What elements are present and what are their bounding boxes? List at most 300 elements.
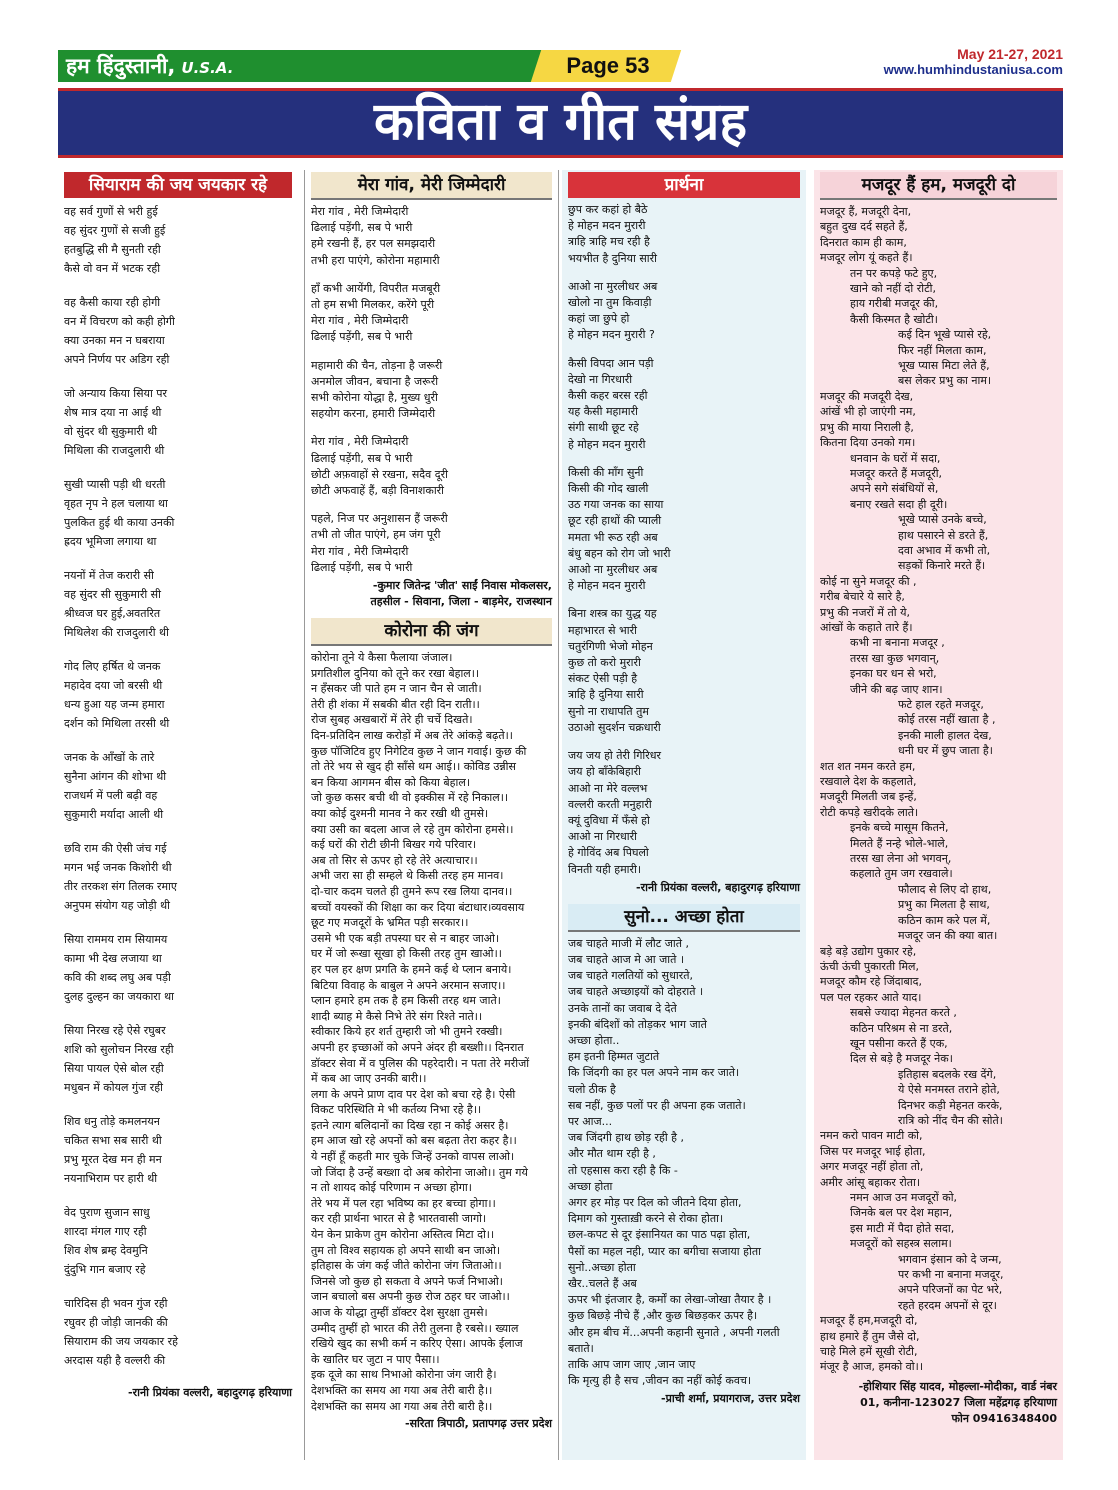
poem-line: चाहे मिले हमें सूखी रोटी, [820, 1345, 918, 1359]
poem-title: मजदूर हैं हम, मजदूरी दो [820, 172, 1057, 200]
poem-line: तन पर कपड़े फटे हुए, [850, 266, 938, 280]
poem-line: जनक के आँखों के तारे [64, 751, 155, 764]
poem-line: ऊंची ऊंची पुकारती मिल, [820, 959, 919, 973]
poem-line: आओ ना मुरलीधर अब [568, 563, 658, 577]
poem-line: दिल से बड़े है मजदूर नेक। [850, 1052, 953, 1066]
poem-line: विनती यही हमारी। [568, 862, 642, 876]
poem-line: चकित सभा सब सारी थी [64, 1134, 162, 1147]
poem-line: जिस पर मजदूर भाई होता, [820, 1144, 926, 1158]
poem-line: न हँसकर जी पाते हम न जान चैन से जाती। [311, 682, 482, 696]
poem-line: अपने सगे संबंधियों से, [850, 482, 939, 496]
poem-body [305, 204, 558, 576]
poem-line: नयनाभिराम पर हारी थी [64, 1172, 158, 1185]
poem-line: कैसी कहर बरस रही [568, 389, 648, 403]
poem-line: कामा भी देख लजाया था [64, 952, 162, 965]
poem-line: तभी हरा पाएंगे, कोरोना महामारी [311, 253, 440, 267]
poem-line: देखो ना गिरधारी [568, 372, 633, 386]
poem-line: सड़कों किनारे मरते हैं। [898, 559, 986, 573]
poem-line: बड़े बड़े उद्योग पुकार रहे, [820, 944, 917, 958]
poem-line: इनका घर धन से भरो, [850, 667, 937, 681]
stanza [311, 281, 552, 346]
poem-line: तभी तो जीत पाएंगे, हम जंग पूरी [311, 528, 441, 542]
poem-line: इतिहास के जंग कई जीते कोरोना जंग जिताओ।। [311, 1259, 502, 1273]
poem-line: इतने त्याग बलिदानों का दिख रहा न कोई असर है। [311, 1118, 509, 1132]
poem-line: धनवान के घरों में सदा, [850, 451, 941, 465]
poem-line: येन केन प्राकेण तुम कोरोना अस्तित्व मिटा दो।। [311, 1228, 495, 1242]
poem-line: हे मोहन मदन मुरारी [568, 219, 646, 233]
stanza [64, 930, 292, 1006]
poem-line: प्रभु की माया निराली है, [820, 420, 914, 434]
poem-line: तीर तरकश संग तिलक रमाए [64, 880, 177, 893]
poem-line: सुनो..अच्छा होता [568, 1260, 636, 1274]
poem-line: न तो शायद कोई परिणाम न अच्छा होगा। [311, 1181, 472, 1195]
poem-line: ये ऐसे मनमस्त तराने होते, [898, 1083, 1000, 1097]
poem-line: वृहत नृप ने हल चलाया था [64, 497, 168, 510]
poem-line: जो अन्याय किया सिया पर [64, 387, 168, 400]
poem-line: इक दूजे का साथ निभाओ कोरोना जंग जारी है। [311, 1368, 497, 1382]
poem-line: वो सुंदर थी सुकुमारी थी [64, 425, 158, 438]
section-banner: कविता व गीत संग्रह [58, 88, 1063, 158]
poem-line: वह सुंदर गुणों से सजी हुई [64, 224, 166, 237]
poem-title: सुनो... अच्छा होता [568, 904, 800, 932]
poem-line: में कब आ जाए उनकी बारी।। [311, 1072, 427, 1086]
poem-line: रहते हरदम अपनों से दूर। [898, 1298, 997, 1312]
poem-line: हम आज खो रहे अपनों को बस बढ़ता तेरा कहर है।। [311, 1134, 517, 1148]
website-link[interactable]: www.humhindustaniusa.com [883, 62, 1063, 77]
poem-line: धनी घर में छुप जाता है। [898, 744, 993, 758]
poem-line: क्यूं दुविधा में फँसे हो [568, 813, 650, 827]
page-number: Page 53 [566, 53, 650, 78]
stanza [311, 511, 552, 576]
masthead-title: हम हिंदुस्तानी, [66, 54, 176, 78]
poem-line: हम इतनी हिम्मत जुटाते [568, 1050, 660, 1064]
stanza [64, 1294, 292, 1370]
poem-line: रोज सुबह अखबारों में तेरे ही चर्चे दिखते। [311, 713, 473, 727]
stanza [568, 279, 800, 344]
poem-line: जय जय हो तेरी गिरिधर [568, 749, 662, 763]
poem-line: गोद लिए हर्षित थे जनक [64, 660, 161, 673]
poem-line: मजदूरों को सहस्त्र सलाम। [850, 1237, 952, 1251]
poem-line: आओ ना मेरे वल्लभ [568, 781, 648, 795]
poem-line: मजदूरी मिलती जब इन्हें, [820, 790, 917, 804]
poem-line: महादेव दया जो बरसी थी [64, 679, 163, 692]
poem-line: इनकी माली हालत देख, [898, 728, 992, 742]
poem-line: इस माटी में पैदा होते सदा, [850, 1221, 955, 1235]
poem-line: कोरोना तूने ये कैसा फैलाया जंजाल। [311, 651, 453, 665]
poem-line: इनके बच्चे मासूम कितने, [850, 821, 949, 835]
poem-line: कैसे वो वन में भटक रही [64, 262, 161, 275]
poem-line: जय हो बाँकेबिहारी [568, 765, 641, 779]
poem-title: सियाराम की जय जयकार रहे [64, 172, 292, 198]
poem-line: यह कैसी महामारी [568, 405, 638, 419]
poem-line: इतिहास बदलके रख देंगे, [898, 1067, 997, 1081]
poem-line: कई दिन भूखे प्यासे रहे, [898, 328, 992, 342]
stanza [64, 293, 292, 369]
poem-line: उठ गया जनक का साया [568, 498, 664, 512]
poem-line: शारदा मंगल गाए रही [64, 1225, 147, 1238]
stanza [311, 434, 552, 499]
poem-line: किसी की गोद खाली [568, 482, 649, 496]
poem-line: तो तेरे भय से खुद ही साँसे थम आई।। कोविड उन्नीस [311, 760, 516, 774]
poem-line: हर पल हर क्षण प्रगति के हमने कई थे प्लान बनाये। [311, 962, 512, 976]
poem-line: छोटी अफ़वाहों से रखना, सदैव दूरी [311, 467, 448, 481]
poem-line: नयनों में तेज करारी सी [64, 569, 154, 582]
poem-line: महामारी की चैन, तोड़ना है जरूरी [311, 358, 443, 372]
poem-line: तेरे भय में पल रहा भविष्य का हर बच्चा होगा।। [311, 1196, 496, 1210]
poem-line: कर रही प्रार्थना भारत से है भारतवासी जागो। [311, 1212, 487, 1226]
poem-author-address: 01, कनीना-123027 जिला महेंद्रगढ़ हरियाणा [860, 1395, 1057, 1409]
poem-line: अपनी हर इच्छाओं को अपने अंदर ही बख्शी।। दिनरात [311, 1040, 524, 1054]
column-4 [814, 170, 1063, 1460]
poem-line: फटे हाल रहते मजदूर, [898, 698, 984, 711]
poem-line: और हम बीच में...अपनी कहानी सुनाते , अपनी गलती [568, 1325, 780, 1339]
poem-line: सुकुमारी मर्यादा आली थी [64, 808, 164, 821]
poem-line: बच्चों वयस्कों की शिक्षा का कर दिया बंटाधार।व्यवसाय [311, 900, 525, 914]
poem-line: रोटी कपड़े खरीदके लाते। [820, 805, 919, 819]
poem-line: हाथ पसारने से डरते हैं, [898, 528, 989, 542]
poem-line: हे मोहन मदन मुरारी [568, 437, 646, 451]
poem-line: और मौत थाम रही है , [568, 1147, 656, 1161]
poem-line: त्राहि है दुनिया सारी [568, 688, 644, 702]
poem-line: खैर..चलते हैं अब [568, 1276, 637, 1290]
poem-line: मेरा गांव , मेरी जिम्मेदारी [311, 544, 409, 558]
poem-line: शशि को सुलोचन निरख रही [64, 1043, 174, 1056]
stanza [311, 358, 552, 423]
stanza [568, 606, 800, 736]
poem-line: वन में विचरण को कही होगी [64, 315, 175, 328]
stanza [64, 657, 292, 733]
poem-line: भगवान इंसान को दे जन्म, [898, 1252, 1002, 1266]
poem-line: ममता भी रूठ रही अब [568, 530, 658, 544]
poem-line: अनुपम संयोग यह जोड़ी थी [64, 899, 171, 912]
poem-line: कहां जा छुपे हो [568, 312, 630, 326]
poem-line: ढिलाई पड़ेंगी, सब पे भारी [311, 560, 413, 574]
poem-line: इनकी बंदिशों को तोड़कर भाग जाते [568, 1017, 707, 1031]
poem-line: प्रभु की नजरों में तो ये, [820, 605, 910, 619]
poem-line: रखिये खुद का सभी कर्म न करिए ऐसा। आपके ईलाज [311, 1337, 523, 1351]
poem-line: दर्शन को मिथिला तरसी थी [64, 717, 170, 730]
poem-line: सभी कोरोना योद्धा है, मुख्य धुरी [311, 391, 438, 405]
poem-line: प्रभु मूरत देख मन ही मन [64, 1153, 162, 1166]
stanza [64, 475, 292, 551]
poem-line: कठिन परिश्रम से ना डरते, [850, 1021, 953, 1035]
poem-line: शिव शेष ब्रम्ह देवमुनि [64, 1244, 148, 1257]
stanza [568, 465, 800, 595]
poem-line: जान बचालो बस अपनी कुछ रोज ठहर घर जाओ।। [311, 1290, 510, 1304]
poem-line: सिया राममय राम सियामय [64, 933, 168, 946]
poem-line: बन किया आगमन बीस को किया बेहाल। [311, 775, 470, 789]
column-2 [304, 170, 559, 1460]
issue-date: May 21-27, 2021 [957, 46, 1063, 62]
poem-line: त्राहि त्राहि मच रही है [568, 235, 650, 249]
poem-line: मजदूर करते हैं मजदूरी, [850, 466, 943, 480]
stanza [568, 748, 800, 878]
poem-line: उनके तानों का जवाब दे देते [568, 1001, 677, 1015]
stanza [64, 202, 292, 278]
poem-line: छवि राम की ऐसी जंच गई [64, 842, 167, 855]
poem-line: शादी ब्याह मे कैसे निभे तेरे संग रिश्ते नाते।। [311, 1009, 483, 1023]
poem-line: हे गोविंद अब पिघलो [568, 846, 649, 860]
poem-line: भूख प्यास मिटा लेते हैं, [898, 359, 990, 373]
poem-line: विकट परिस्थिति मे भी कर्तव्य निभा रहे है।। [311, 1103, 482, 1117]
poem-line: उसमे भी एक बड़ी तपस्या घर से न बाहर जाओ। [311, 931, 500, 945]
poem-line: कुछ बिछड़े नीचे हैं ,और कुछ बिछड़कर ऊपर है। [568, 1309, 758, 1323]
poem-line: सबसे ज्यादा मेहनत करते , [850, 1006, 957, 1020]
poem-line: दवा अभाव में कभी तो, [898, 543, 991, 557]
poem-line: दुलह दुल्हन का जयकारा था [64, 990, 175, 1003]
poem-line: बनाए रखते सदा ही दूरी। [850, 497, 948, 511]
poem-body [311, 650, 552, 1414]
poem-author-phone: फोन 09416348400 [951, 1411, 1057, 1425]
poem-line: बहुत दुख दर्द सहते हैं, [820, 220, 908, 234]
poem-line: उम्मीद तुम्हीं हो भारत की तेरी तुलना है रबसे।। ख्याल [311, 1321, 519, 1335]
poem-line: आंखें भी हो जाएंगी नम, [820, 405, 916, 419]
poem-line: कई घरों की रोटी छीनी बिखर गये परिवार। [311, 838, 477, 852]
poem-line: दिन-प्रतिदिन लाख करोड़ों में अब तेरे आंकड़े बढ़ते।। [311, 729, 513, 743]
stanza [64, 748, 292, 824]
poem-author: -रानी प्रियंका वल्लरी, बहादुरगढ़ हरियाणा [128, 1386, 292, 1399]
poem-line: कोई ना सुने मजदूर की , [820, 574, 917, 588]
poem-line: जो जिंदा है उन्हें बख्शा दो अब कोरोना जाओ।। तुम गये [311, 1165, 528, 1179]
poem-line: खाने को नहीं दो रोटी, [850, 282, 936, 296]
poem-line: शिव धनु तोड़े कमलनयन [64, 1115, 160, 1128]
poem-line: अरदास यही है वल्लरी की [64, 1354, 166, 1367]
poem-line: ढिलाई पड़ेंगी, सब पे भारी [311, 330, 413, 344]
poem-line: नमन आज उन मजदूरों को, [850, 1191, 958, 1204]
poem-line: खून पसीना करते हैं एक, [850, 1036, 948, 1050]
poem-body [562, 202, 806, 878]
poem-line: छूट गए मजदूरों के भ्रमित पड़ी सरकार।। [311, 916, 469, 930]
poem-line: बस लेकर प्रभु का नाम। [898, 374, 992, 388]
poem-line: मेरा गांव , मेरी जिम्मेदारी [311, 314, 409, 328]
poem-line: जब चाहते आज मे आ जाते । [568, 952, 685, 966]
poem-line: जिनके बल पर देश महान, [850, 1206, 953, 1220]
poem-line: प्रभु का मिलता है साथ, [898, 898, 990, 912]
stanza [64, 566, 292, 642]
poem-line: कहलाते तुम जग रखवाले। [850, 867, 953, 881]
poem-line: सिया पायल ऐसे बोल रही [64, 1062, 164, 1075]
date-block [884, 46, 1063, 77]
poem-author: -रानी प्रियंका वल्लरी, बहादुरगढ़ हरियाणा [636, 880, 800, 894]
poem-line: श्रीध्वज घर हुई,अवतरित [64, 607, 161, 620]
poem-line: प्लान हमारे हम तक है हम किसी तरह थम जाते। [311, 994, 501, 1008]
poem-line: सिया निरख रहे ऐसे रघुबर [64, 1024, 166, 1037]
poem-line: बताते। [568, 1341, 594, 1355]
poem-line: पर आज... [568, 1114, 613, 1128]
poem-line: जिनसे जो कुछ हो सकता वे अपने फर्ज निभाओ। [311, 1274, 503, 1288]
poem-author: -कुमार जितेन्द्र 'जीत' साईं निवास मोकलसर, [372, 579, 552, 593]
poem-line: मिलते हैं नन्हे भोले-भाले, [850, 836, 949, 850]
poem-line: मेरा गांव , मेरी जिम्मेदारी [311, 205, 409, 218]
poem-line: मजदूर जन की क्या बात। [898, 929, 998, 943]
poem-line: मेरा गांव , मेरी जिम्मेदारी [311, 435, 409, 449]
poem-line: तेरी ही शंका में सबकी बीत रही दिन राती।। [311, 697, 480, 711]
poem-line: ऊपर भी इंतजार है, कर्मों का लेखा-जोखा तैयार है । [568, 1293, 772, 1307]
poem-line: मिथिलेश की राजदुलारी थी [64, 626, 169, 639]
poem-line: दुंदुभि गान बजाए रहे [64, 1263, 146, 1276]
poem-line: कुछ पॉजिटिव हुए निगेटिव कुछ ने जान गवाई। कुछ की [311, 744, 527, 758]
poem-line: मिथिला की राजदुलारी थी [64, 444, 165, 457]
masthead-usa: U.S.A. [181, 59, 234, 77]
poem-line: कठिन काम करे पल में, [898, 913, 991, 927]
poem-line: अपने निर्णय पर अडिग रही [64, 353, 170, 366]
poem-line: मधुबन में कोयल गुंज रही [64, 1081, 163, 1094]
poem-line: तुम तो विश्व सहायक हो अपने साथी बन जाओ। [311, 1243, 501, 1257]
poem-line: मजदूर हैं हम,मजदूरी दो, [820, 1314, 918, 1328]
poem-line: देशभक्ति का समय आ गया अब तेरी बारी है।। [311, 1383, 493, 1397]
poem-body [58, 202, 298, 1370]
poem-line: कुछ तो करो मुरारी [568, 656, 641, 670]
poem-line: सुनैना आंगन की शोभा थी [64, 770, 167, 783]
poem-line: दो-चार कदम चलते ही तुमने रूप रख लिया दानव।। [311, 884, 513, 898]
poem-line: ढिलाई पड़ेंगी, सब पे भारी [311, 451, 413, 465]
poem-line: तो हम सभी मिलकर, करेंगे पूरी [311, 298, 435, 312]
poem-line: सियाराम की जय जयकार रहे [64, 1335, 178, 1348]
poem-line: सहयोग करना, हमारी जिम्मेदारी [311, 407, 436, 421]
top-bar [58, 46, 1063, 82]
poem-line: हे मोहन मदन मुरारी [568, 579, 646, 593]
poem-line: संकट ऐसी पड़ी है [568, 672, 638, 686]
poem-line: क्या उनका मन न घबराया [64, 334, 165, 347]
poem-line: भयभीत है दुनिया सारी [568, 251, 657, 265]
poem-line: मजदूर लोग यूं कहते हैं। [820, 251, 913, 265]
poem-line: तरस खा लेना ओ भगवन्, [850, 852, 952, 866]
poem-line: जीने की बढ़ जाए शान। [850, 682, 943, 696]
poem-line: हतबुद्धि सी मै सुनती रही [64, 243, 161, 256]
poem-line: दिनरात काम ही काम, [820, 235, 907, 249]
poem-line: भूखे प्यासे उनके बच्चे, [898, 513, 987, 527]
poem-line: जब चाहते गलतियों को सुधारते, [568, 969, 693, 983]
poem-line: बिना शस्त्र का युद्ध यह [568, 607, 657, 621]
poem-line: नमन करो पावन माटी को, [820, 1129, 923, 1143]
poem-line: अगर मजदूर नहीं होता तो, [820, 1160, 924, 1174]
poem-line: आज के योद्धा तुम्हीं डॉक्टर देश सुरक्षा तुमसे। [311, 1306, 488, 1319]
poem-line: शेष मात्र दया ना आई थी [64, 406, 162, 419]
poem-line: हाथ हमारे हैं तुम जैसे दो, [820, 1329, 920, 1343]
poem-line: कि जिंदगी का हर पल अपने नाम कर जाते। [568, 1066, 740, 1080]
poem-line: मंजूर है आज, हमको वो।। [820, 1360, 923, 1374]
poem-line: चलो ठीक है [568, 1082, 616, 1096]
poem-line: कैसी विपदा आन पड़ी [568, 356, 654, 370]
poem-line: रात्रि को नींद चैन की सोते। [898, 1113, 1003, 1127]
column-1 [58, 170, 298, 1460]
poem-line: कवि की शब्द लघु अब पड़ी [64, 971, 171, 984]
poem-line: धन्य हुआ यह जन्म हमारा [64, 698, 165, 711]
poem-line: वह कैसी काया रही होगी [64, 296, 161, 309]
poem-line: क्या उसी का बदला आज ले रहे तुम कोरोना हमसे।। [311, 822, 514, 836]
poem-line: के खातिर घर जुटा न पाए पैसा।। [311, 1352, 440, 1366]
poem-author-address: तहसील - सिवाना, जिला - बाड़मेर, राजस्थान [370, 595, 552, 609]
poem-line: किसी की माँग सुनी [568, 465, 644, 479]
poem-line: पहले, निज पर अनुशासन हैं जरूरी [311, 512, 448, 526]
poem-author: -सरिता त्रिपाठी, प्रतापगढ़ उत्तर प्रदेश [405, 1417, 552, 1431]
stanza [64, 384, 292, 460]
poem-line: डॉक्टर सेवा में व पुलिस की पहरेदारी। न पता तेरे मरीजों [311, 1056, 530, 1070]
poem-line: दिनभर कड़ी मेहनत करके, [898, 1098, 1003, 1112]
poem-line: स्वीकार किये हर शर्त तुम्हारी जो भी तुमने रक्खी। [311, 1025, 503, 1039]
poem-body [568, 936, 800, 1390]
stanza [64, 1021, 292, 1097]
poem-line: ढिलाई पड़ेंगी, सब पे भारी [311, 221, 413, 235]
poem-line: रखवाले देश के कहलाते, [820, 775, 917, 789]
stanza [568, 356, 800, 453]
poem-line: सुखी प्यासी पड़ी थी धरती [64, 478, 166, 491]
poem-line: चतुरंगिणी भेजो मोहन [568, 639, 653, 653]
masthead [58, 50, 548, 82]
poem-line: उठाओ सुदर्शन चक्रधारी [568, 720, 661, 734]
poem-line: हाँ कभी आयेंगी, विपरीत मजबूरी [311, 281, 441, 295]
poem-line: ह्रदय भूमिजा लगाया था [64, 535, 157, 548]
poem-line: मजदूर हैं, मजदूरी देना, [820, 205, 912, 218]
stanza [311, 204, 552, 269]
poem-line: खोलो ना तुम किवाड़ी [568, 296, 652, 310]
poem-line: छुप कर कहां हो बैठे [568, 203, 648, 216]
poem-line: कोई तरस नहीं खाता है , [898, 713, 996, 727]
poem-line: कभी ना बनाना मजदूर , [850, 636, 945, 650]
poem-line: हाय गरीबी मजदूर की, [850, 297, 939, 311]
poem-line: राजधर्म में पली बढ़ी वह [64, 789, 158, 802]
poem-line: आओ ना मुरलीधर अब [568, 279, 658, 293]
poem-line: मजदूर की मजदूरी देख, [820, 389, 914, 403]
poem-line: तो एहसास करा रही है कि - [568, 1163, 678, 1177]
poem-line: छूट रही हाथों की प्याली [568, 514, 662, 528]
poem-line: अनमोल जीवन, बचाना है जरूरी [311, 374, 439, 388]
poem-line: घर में जो रूखा सूखा हो किसी तरह तुम खाओ।। [311, 947, 502, 961]
poem-line: हे मोहन मदन मुरारी ? [568, 328, 655, 342]
poem-line: फौलाद से लिए दो हाथ, [898, 882, 992, 896]
poem-line: अमीर आंसू बहाकर रोता। [820, 1175, 921, 1189]
poem-line: मगन भई जनक किशोरी थी [64, 861, 172, 874]
poem-line: प्रगतिशील दुनिया को तूने कर रखा बेहाल।। [311, 666, 480, 680]
poem-body [820, 204, 1057, 1375]
poem-line: कि मृत्यु ही है सच ,जीवन का नहीं कोई कवच। [568, 1374, 752, 1388]
poem-line: पर कभी ना बनाना मजदूर, [898, 1268, 1004, 1282]
poem-line: तरस खा कुछ भगवान्, [850, 651, 940, 665]
poem-line: अच्छा होता [568, 1179, 613, 1193]
poem-author: -प्राची शर्मा, प्रयागराज, उत्तर प्रदेश [661, 1392, 800, 1406]
poem-line: सुनो ना राधापति तुम [568, 704, 650, 718]
poem-line: बंधु बहन को रोग जो भारी [568, 546, 671, 560]
poem-line: अभी जरा सा ही सम्हले थे किसी तरह हम मानव। [311, 869, 504, 883]
poem-line: वल्लरी करती मनुहारी [568, 797, 652, 811]
poem-line: वह सर्व गुणों से भरी हुई [64, 205, 158, 218]
poem-line: देशभक्ति का समय आ गया अब तेरी बारी है।। [311, 1399, 493, 1413]
poem-line: वेद पुराण सुजान साधु [64, 1206, 150, 1219]
poem-line: फिर नहीं मिलता काम, [898, 343, 987, 357]
poem-line: ये नहीं हूँ कहती मार चुके जिन्हें उनको वापस लाओ। [311, 1150, 515, 1164]
poem-line: क्या कोई दुश्मनी मानव ने कर रखी थी तुमसे। [311, 807, 489, 820]
poem-line: मजदूर कौम रहे जिंदाबाद, [820, 975, 922, 989]
poem-line: रघुवर ही जोड़ी जानकी की [64, 1316, 168, 1329]
poem-line: जब जिंदगी हाथ छोड़ रही है , [568, 1131, 685, 1145]
poem-author: -होशियार सिंह यादव, मोहल्ला-मोदीका, वार्ड नंबर [858, 1379, 1057, 1393]
poem-title: मेरा गांव, मेरी जिम्मेदारी [311, 172, 552, 200]
stanza [64, 1203, 292, 1279]
poem-line: पुलकित हुई थी काया उनकी [64, 516, 175, 529]
poem-line: गरीब बेचारे ये सारे है, [820, 590, 905, 604]
column-3 [562, 170, 806, 1460]
poem-line: कैसी किस्मत है खोटी। [850, 312, 938, 326]
stanza [64, 1112, 292, 1188]
poem-line: लगा के अपने प्राण दाव पर देश को बचा रहे है। ऐसी [311, 1087, 516, 1101]
poem-line: वह सुंदर सी सुकुमारी सी [64, 588, 161, 601]
poem-title: प्रार्थना [568, 172, 800, 198]
poem-line: दिमाग को गुस्ताख़ी करने से रोका होता। [568, 1212, 724, 1226]
poem-line: बिटिया विवाह के बाबुल ने अपने अरमान सजाए।। [311, 978, 506, 992]
poem-line: चारिदिस ही भवन गुंज रही [64, 1297, 168, 1310]
poem-line: आंखों के कहाते तारे हैं। [820, 620, 913, 634]
poem-line: आओ ना गिरधारी [568, 830, 637, 844]
